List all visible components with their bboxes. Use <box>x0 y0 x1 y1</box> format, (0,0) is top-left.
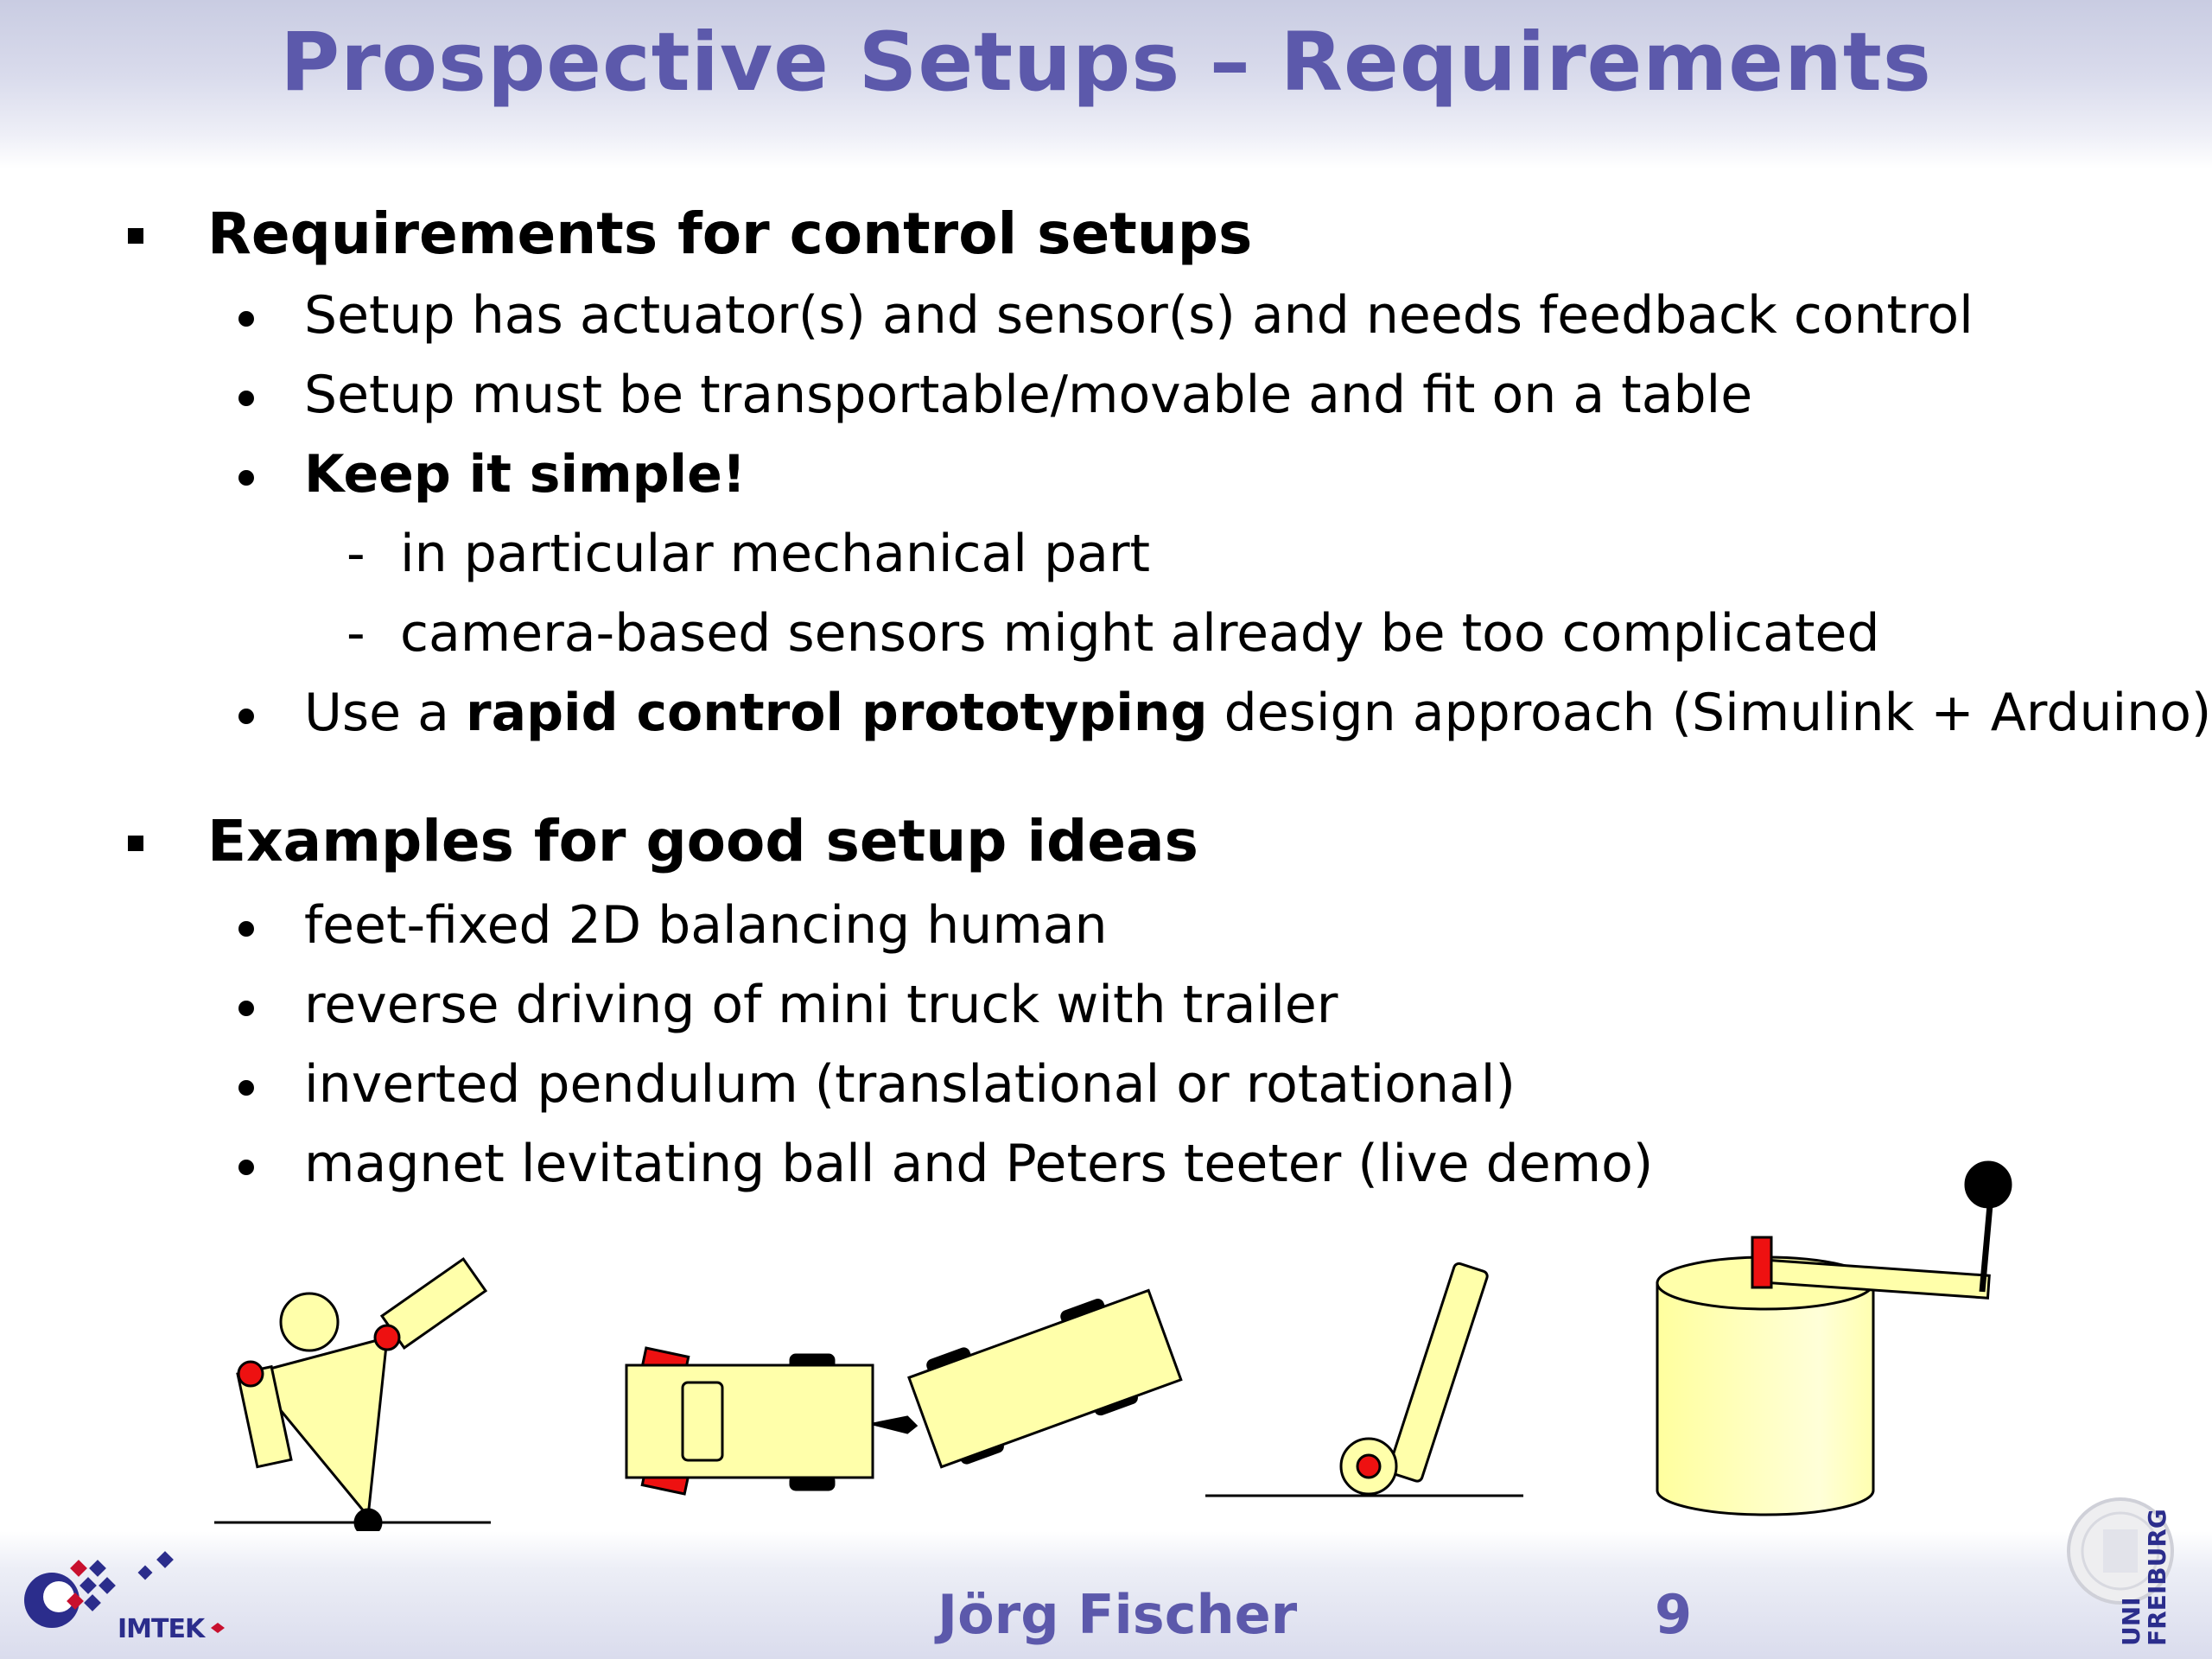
list-item-text: reverse driving of mini truck with trailer <box>304 975 1338 1035</box>
trailer <box>906 1282 1183 1471</box>
rotational-pendulum-icon <box>1657 1162 2011 1515</box>
university-logo-line1: UNI <box>2117 1597 2145 1646</box>
dash-bullet-icon: - <box>346 524 365 584</box>
sub-list-item-text: in particular mechanical part <box>400 524 1151 584</box>
list-item-text: Keep it simple! <box>304 444 747 505</box>
truck-cabin <box>683 1382 722 1460</box>
list-item-text: Use a <box>304 683 467 743</box>
section1-heading-text: Requirements for control setups <box>207 200 1253 267</box>
slide-title: Prospective Setups – Requirements <box>280 16 1932 110</box>
inverted-pendulum-icon <box>1205 1262 1523 1496</box>
section2-heading-text: Examples for good setup ideas <box>207 808 1198 874</box>
dash-bullet-icon: - <box>346 603 365 664</box>
list-item-text: design approach (Simulink + Arduino) <box>1207 683 2212 743</box>
page-number: 9 <box>1655 1583 1693 1646</box>
truck-body <box>626 1365 873 1478</box>
list-item-text: magnet levitating ball and Peters teeter (live demo) <box>304 1134 1654 1194</box>
hitch-icon <box>873 1417 916 1433</box>
imtek-logo-text: IMTEK <box>118 1614 205 1644</box>
human-head <box>281 1294 338 1351</box>
cylinder-body <box>1657 1283 1873 1515</box>
university-logo-line2: FREIBURG <box>2143 1509 2171 1646</box>
hip-joint-icon <box>238 1362 263 1386</box>
motor-shaft-icon <box>1752 1237 1771 1287</box>
footer-author: Jörg Fischer <box>938 1583 1298 1646</box>
pendulum-mass-icon <box>1966 1162 2011 1207</box>
balancing-human-icon <box>214 1259 491 1535</box>
shoulder-joint-icon <box>375 1325 399 1350</box>
list-item-text: Setup must be transportable/movable and fit on a table <box>304 365 1753 425</box>
sub-list-item-text: camera-based sensors might already be too complicated <box>400 603 1880 664</box>
pivot-joint-icon <box>1357 1455 1380 1478</box>
pendulum-rod <box>1388 1262 1489 1483</box>
list-item-text: inverted pendulum (translational or rotational) <box>304 1054 1516 1115</box>
list-item-emphasis: rapid control prototyping <box>466 683 1208 743</box>
university-logo-text <box>2119 1509 2171 1646</box>
truck-trailer-icon <box>626 1282 1183 1494</box>
list-item-text: Setup has actuator(s) and sensor(s) and needs feedback control <box>304 285 1974 346</box>
list-item-text: feet-fixed 2D balancing human <box>304 895 1108 956</box>
